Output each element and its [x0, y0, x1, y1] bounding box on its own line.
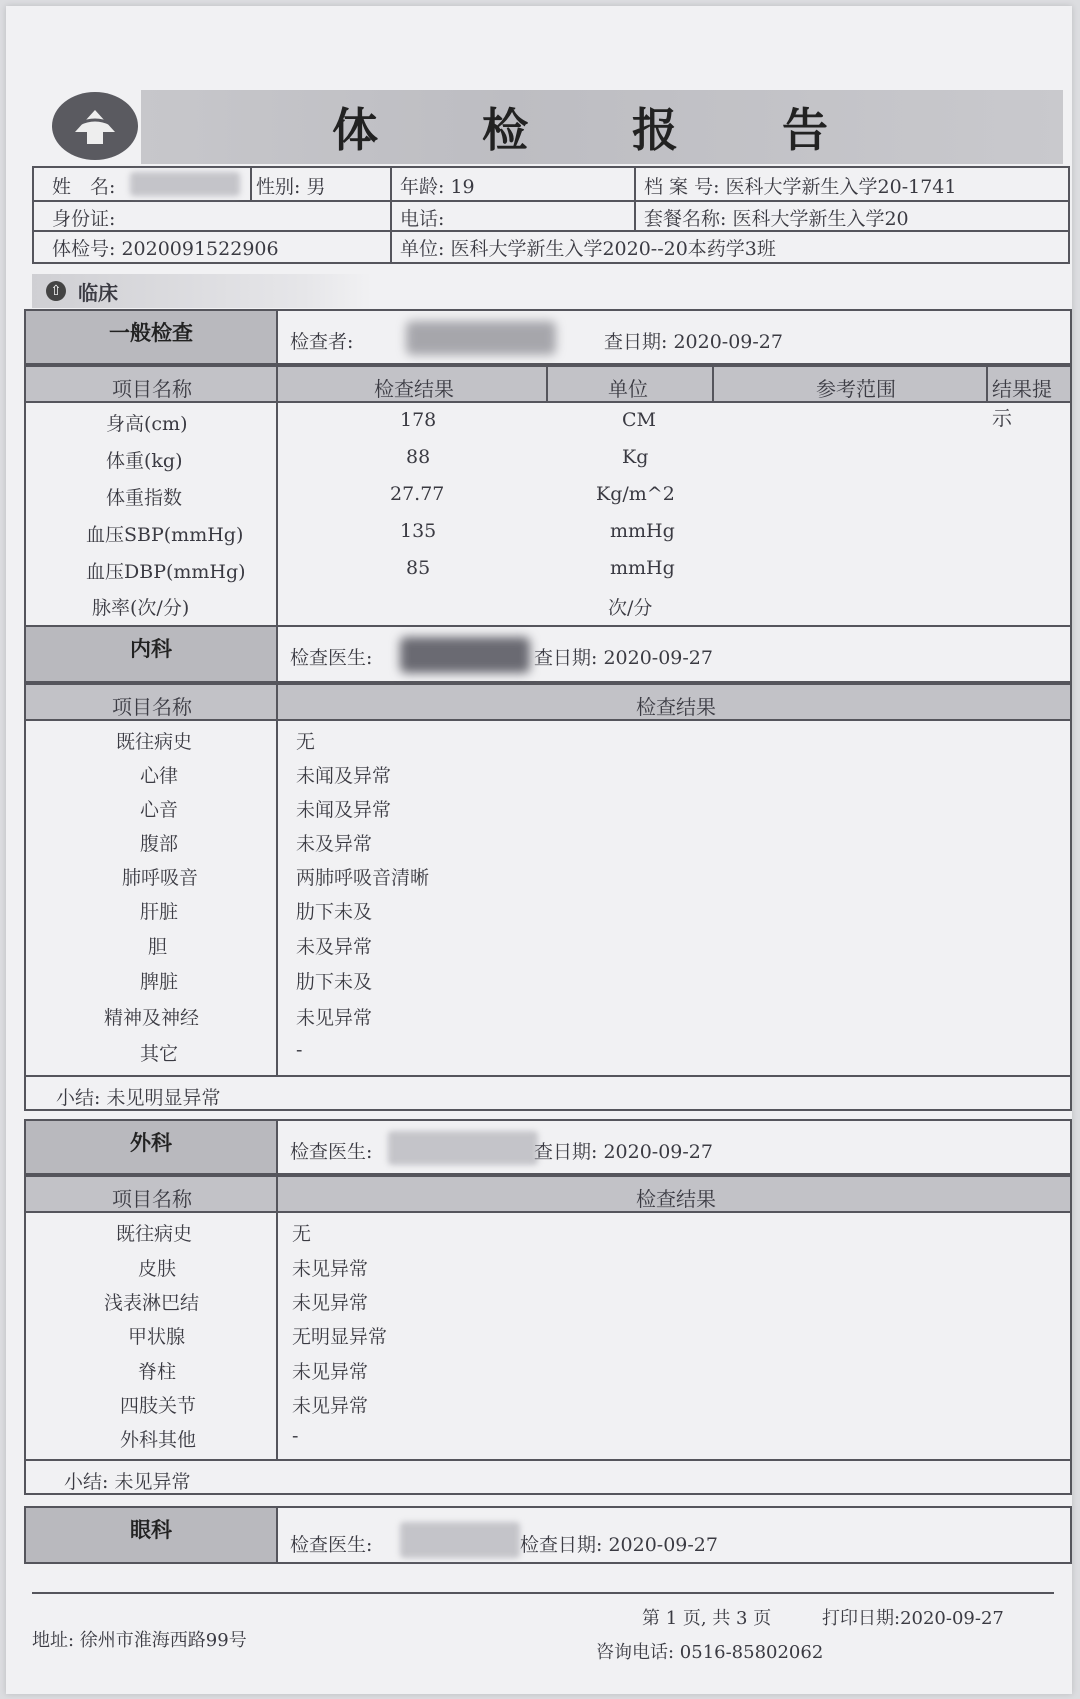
table-row-unit: mmHg — [610, 557, 675, 579]
surgery-rows — [24, 1213, 1072, 1459]
col-result: 检查结果 — [374, 377, 454, 401]
page-indicator: 第 1 页, 共 3 页 — [642, 1608, 772, 1629]
doctor-label: 检查医生: — [290, 647, 373, 669]
collapse-icon: ⇧ — [46, 281, 66, 301]
package-field: 套餐名称: 医科大学新生入学20 — [644, 208, 909, 230]
table-row-item: 心音 — [140, 799, 179, 821]
table-row-item: 四肢关节 — [120, 1395, 197, 1417]
summary-text: 小结: 未见异常 — [64, 1471, 191, 1493]
section-name: 内科 — [24, 625, 278, 683]
logo-emblem-icon — [65, 102, 125, 150]
surgery-header — [24, 1119, 1072, 1175]
table-row-item: 甲状腺 — [128, 1326, 186, 1348]
table-row-item: 血压SBP(mmHg) — [86, 524, 244, 546]
report-title: 体 检 报 告 — [331, 103, 873, 157]
id-card-label: 身份证: — [52, 208, 116, 230]
table-row-result: 未闻及异常 — [296, 765, 392, 787]
table-row-result: 肋下未及 — [296, 901, 373, 923]
doctor-bar — [276, 625, 1072, 683]
table-row-result: 135 — [400, 520, 437, 542]
table-row-item: 其它 — [140, 1043, 179, 1065]
table-row-result: 未见异常 — [292, 1258, 369, 1280]
table-row-item: 身高(cm) — [106, 413, 188, 435]
table-row-result: 无 — [292, 1223, 312, 1245]
redacted-doctor — [400, 1522, 520, 1558]
table-row-result: 肋下未及 — [296, 971, 373, 993]
name-label: 姓 名: — [52, 176, 116, 198]
col-range: 参考范围 — [816, 377, 896, 401]
section-name: 外科 — [24, 1119, 278, 1175]
table-row-unit: 次/分 — [608, 597, 653, 619]
section-name: 一般检查 — [24, 309, 278, 365]
unit-field: 单位: 医科大学新生入学2020--20本药学3班 — [400, 238, 776, 260]
exam-date: 查日期: 2020-09-27 — [604, 331, 783, 353]
clinic-label: 临床 — [78, 280, 118, 305]
table-row-unit: mmHg — [610, 520, 675, 542]
internal-header — [24, 625, 1072, 683]
table-row-item: 精神及神经 — [104, 1007, 200, 1029]
exam-date: 查日期: 2020-09-27 — [534, 1141, 713, 1163]
hotline: 咨询电话: 0516-85802062 — [596, 1642, 824, 1663]
col-item: 项目名称 — [112, 377, 192, 401]
exam-date: 查日期: 2020-09-27 — [534, 647, 713, 669]
table-row-item: 既往病史 — [116, 731, 193, 753]
table-row-result: 27.77 — [390, 483, 445, 505]
age-field: 年龄: 19 — [400, 176, 475, 198]
col-hint: 结果提示 — [992, 377, 1052, 430]
section-name: 眼科 — [24, 1506, 278, 1564]
col-result: 检查结果 — [636, 695, 716, 719]
doctor-bar — [276, 1119, 1072, 1175]
examiner-bar — [276, 309, 1072, 365]
table-row-item: 脊柱 — [138, 1361, 177, 1383]
phone-label: 电话: — [400, 208, 445, 230]
redacted-name — [130, 172, 240, 196]
examiner-label: 检查者: — [290, 331, 354, 353]
internal-summary — [24, 1075, 1072, 1111]
col-item: 项目名称 — [112, 1187, 192, 1211]
general-rows — [24, 403, 1072, 625]
internal-rows — [24, 721, 1072, 1075]
hospital-logo — [52, 92, 138, 160]
table-row-item: 脉率(次/分) — [92, 597, 190, 619]
redacted-doctor — [400, 637, 530, 673]
table-row-item: 肝脏 — [140, 901, 179, 923]
summary-text: 小结: 未见明显异常 — [56, 1087, 221, 1109]
table-row-unit: Kg/m^2 — [596, 483, 675, 505]
table-row-item: 腹部 — [140, 833, 179, 855]
table-row-item: 体重指数 — [106, 487, 183, 509]
surgery-summary — [24, 1459, 1072, 1495]
table-row-result: 85 — [406, 557, 431, 579]
redacted-doctor — [388, 1131, 538, 1165]
surgery-column-header — [24, 1175, 1072, 1213]
print-date: 打印日期:2020-09-27 — [822, 1608, 1004, 1629]
doctor-label: 检查医生: — [290, 1534, 373, 1556]
table-row-result: 未及异常 — [296, 936, 373, 958]
table-row-item: 既往病史 — [116, 1223, 193, 1245]
col-unit: 单位 — [608, 377, 648, 401]
table-row-result: - — [296, 1039, 303, 1061]
table-row-result: 无明显异常 — [292, 1326, 388, 1348]
table-row-item: 血压DBP(mmHg) — [86, 561, 246, 583]
table-row-item: 心律 — [140, 765, 179, 787]
exam-number-field: 体检号: 2020091522906 — [52, 238, 279, 260]
table-row-result: 未见异常 — [292, 1395, 369, 1417]
eye-header — [24, 1506, 1072, 1564]
doctor-label: 检查医生: — [290, 1141, 373, 1163]
table-row-result: - — [292, 1425, 299, 1447]
col-result: 检查结果 — [636, 1187, 716, 1211]
table-row-item: 外科其他 — [120, 1429, 197, 1451]
table-row-item: 脾脏 — [140, 971, 179, 993]
table-row-item: 浅表淋巴结 — [104, 1292, 200, 1314]
report-title-band — [141, 90, 1063, 164]
table-row-result: 未见异常 — [296, 1007, 373, 1029]
table-row-unit: CM — [622, 409, 656, 431]
exam-date: 检查日期: 2020-09-27 — [520, 1534, 718, 1556]
table-row-item: 胆 — [148, 936, 168, 958]
clinic-section-bar — [32, 274, 372, 308]
table-row-item: 皮肤 — [138, 1258, 177, 1280]
address: 地址: 徐州市淮海西路99号 — [32, 1630, 247, 1651]
file-number-field: 档 案 号: 医科大学新生入学20-1741 — [644, 176, 957, 198]
internal-column-header — [24, 683, 1072, 721]
table-row-result: 未见异常 — [292, 1361, 369, 1383]
patient-info-grid — [32, 166, 1070, 264]
table-row-result: 未闻及异常 — [296, 799, 392, 821]
table-row-result: 两肺呼吸音清晰 — [296, 867, 430, 889]
redacted-examiner — [406, 321, 556, 355]
table-row-result: 无 — [296, 731, 316, 753]
table-row-item: 体重(kg) — [106, 450, 183, 472]
table-row-result: 178 — [400, 409, 437, 431]
table-row-result: 88 — [406, 446, 431, 468]
table-row-item: 肺呼吸音 — [122, 867, 199, 889]
gender-field: 性别: 男 — [256, 176, 326, 198]
doctor-bar — [276, 1506, 1072, 1564]
col-item: 项目名称 — [112, 695, 192, 719]
table-row-unit: Kg — [622, 446, 649, 468]
table-row-result: 未见异常 — [292, 1292, 369, 1314]
general-exam-header — [24, 309, 1072, 365]
report-page — [6, 6, 1072, 1694]
table-row-result: 未及异常 — [296, 833, 373, 855]
